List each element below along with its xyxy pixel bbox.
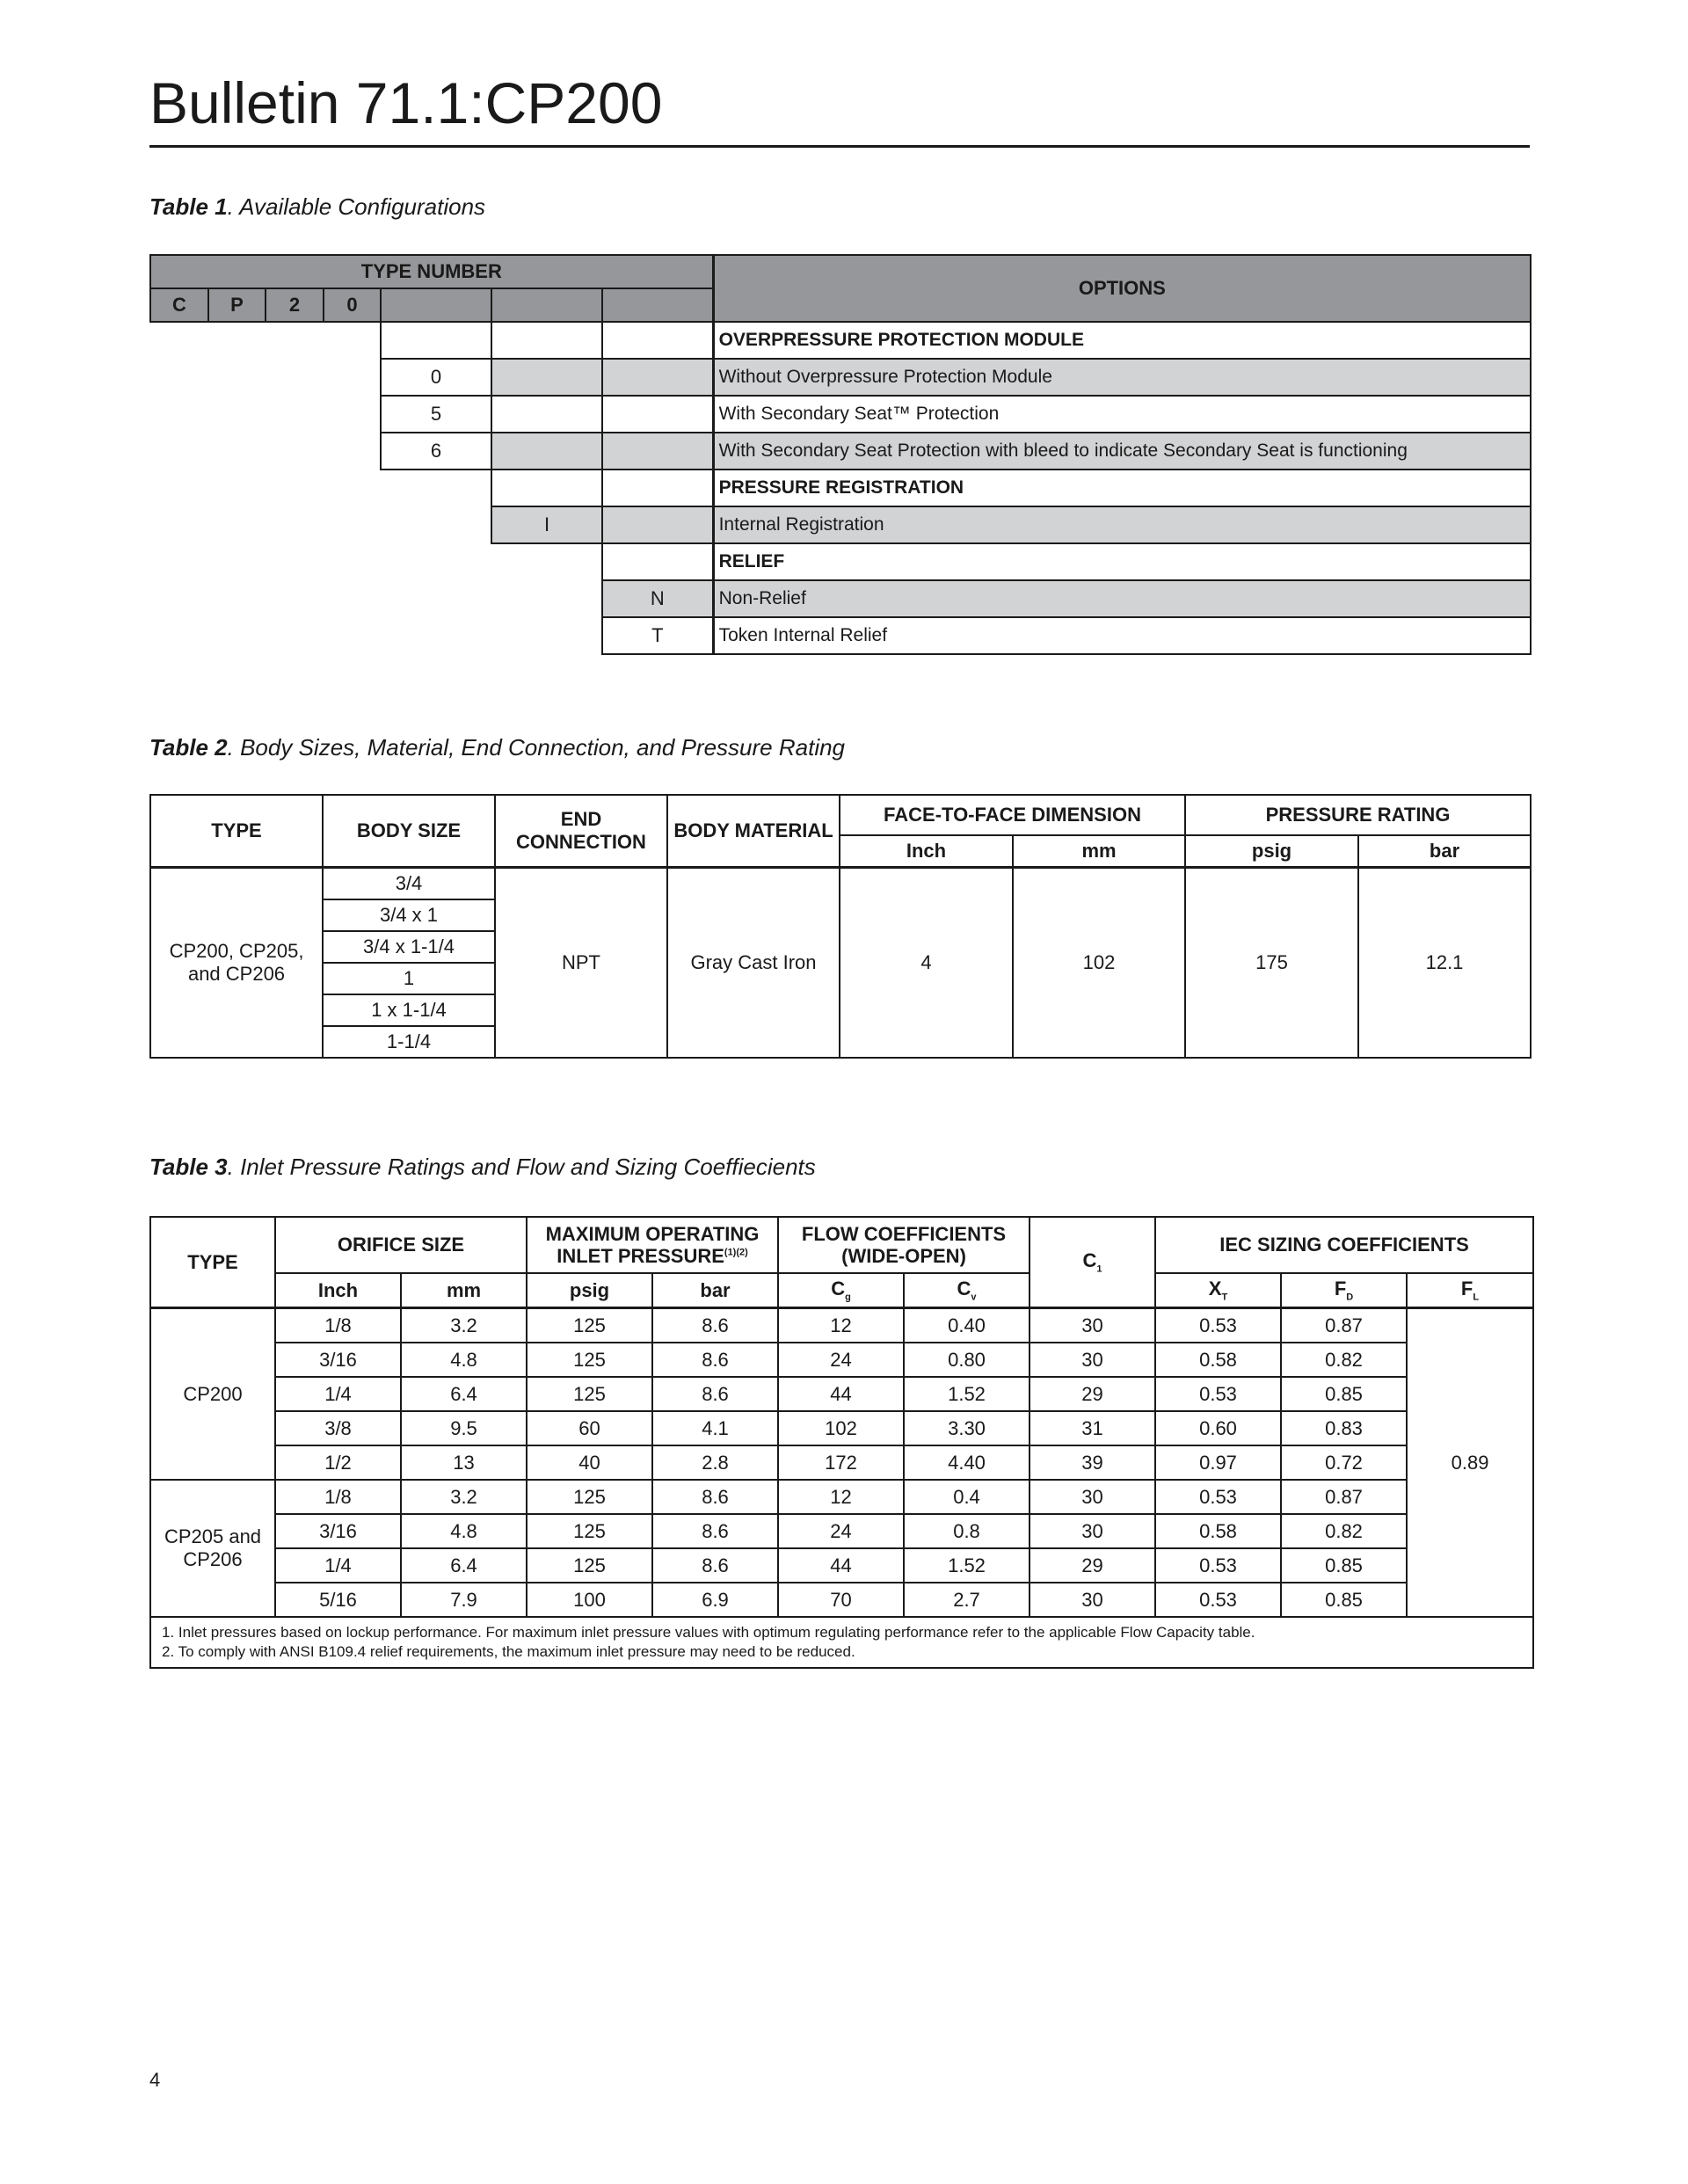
fd-cell: 0.87: [1281, 1480, 1407, 1514]
mm-cell: 4.8: [401, 1514, 527, 1548]
bar-cell: 8.6: [652, 1377, 778, 1411]
prefix-blank-3: [602, 288, 713, 322]
cg-cell: 172: [778, 1445, 904, 1480]
table-row: [150, 1514, 1533, 1548]
table3-subheader-row: [150, 1273, 1533, 1308]
end-connection-header: END CONNECTION: [495, 795, 667, 867]
psig-header: psig: [1185, 835, 1358, 867]
note-2: 2. To comply with ANSI B109.4 relief requirements, the maximum inlet pressure may need to be reduced.: [162, 1643, 855, 1661]
cv-cell: 0.8: [904, 1514, 1030, 1548]
option-code: I: [491, 506, 602, 543]
xt-header: $X_T$: [1155, 1273, 1281, 1308]
mm-cell: 6.4: [401, 1377, 527, 1411]
relief-section-row: [150, 543, 1531, 580]
option-row: [150, 506, 1531, 543]
fd-cell: 0.82: [1281, 1343, 1407, 1377]
fd-cell: 0.72: [1281, 1445, 1407, 1480]
table2-caption-label: Table 2: [149, 734, 228, 761]
option-row: [150, 580, 1531, 617]
c1-cell: 30: [1030, 1480, 1155, 1514]
table3-header-row: [150, 1217, 1533, 1273]
cv-header: $C_v$: [904, 1273, 1030, 1308]
inch-header: Inch: [275, 1273, 401, 1308]
xt-cell: 0.58: [1155, 1514, 1281, 1548]
overpressure-section-label: OVERPRESSURE PROTECTION MODULE: [713, 322, 1531, 359]
option-description: Internal Registration: [713, 506, 1531, 543]
body-size-cell: 3/4 x 1-1/4: [323, 931, 495, 963]
type-number-header: TYPE NUMBER: [150, 255, 713, 288]
table2-header-row: [150, 795, 1531, 835]
options-header: OPTIONS: [713, 255, 1531, 322]
c1-header: $C_1$: [1030, 1217, 1155, 1308]
c1-cell: 30: [1030, 1343, 1155, 1377]
psig-cell: 125: [527, 1308, 652, 1343]
xt-cell: 0.58: [1155, 1343, 1281, 1377]
end-connection-cell: NPT: [495, 867, 667, 1058]
body-material-header: BODY MATERIAL: [667, 795, 840, 867]
fd-cell: 0.82: [1281, 1514, 1407, 1548]
type-cell: CP205 and CP206: [150, 1480, 275, 1617]
option-row: [150, 433, 1531, 470]
mm-cell: 3.2: [401, 1308, 527, 1343]
c1-cell: 31: [1030, 1411, 1155, 1445]
cg-cell: 70: [778, 1583, 904, 1617]
inch-cell: 3/16: [275, 1514, 401, 1548]
c1-cell: 29: [1030, 1377, 1155, 1411]
body-size-cell: 3/4 x 1: [323, 899, 495, 931]
body-size-header: BODY SIZE: [323, 795, 495, 867]
face-inch-cell: 4: [840, 867, 1013, 1058]
cv-cell: 1.52: [904, 1548, 1030, 1583]
prefix-2: 2: [266, 288, 324, 322]
xt-cell: 0.97: [1155, 1445, 1281, 1480]
mm-cell: 9.5: [401, 1411, 527, 1445]
cv-cell: 4.40: [904, 1445, 1030, 1480]
bar-header: bar: [652, 1273, 778, 1308]
type-cell: CP200: [150, 1308, 275, 1481]
iec-sizing-header: IEC SIZING COEFFICIENTS: [1155, 1217, 1533, 1273]
psig-header: psig: [527, 1273, 652, 1308]
body-size-cell: 1: [323, 963, 495, 994]
psig-cell: 125: [527, 1548, 652, 1583]
xt-cell: 0.53: [1155, 1377, 1281, 1411]
bar-cell: 8.6: [652, 1548, 778, 1583]
table1-caption-label: Table 1: [149, 193, 228, 220]
flow-coefficients-header: FLOW COEFFICIENTS (WIDE-OPEN): [778, 1217, 1030, 1273]
prefix-0: 0: [324, 288, 381, 322]
c1-cell: 30: [1030, 1583, 1155, 1617]
body-sizes-table: [149, 794, 1532, 1059]
xt-cell: 0.53: [1155, 1548, 1281, 1583]
psig-cell: 125: [527, 1514, 652, 1548]
type-header: TYPE: [150, 795, 323, 867]
fd-cell: 0.85: [1281, 1548, 1407, 1583]
option-code: T: [602, 617, 713, 654]
c1-cell: 29: [1030, 1548, 1155, 1583]
cv-cell: 0.80: [904, 1343, 1030, 1377]
mm-cell: 7.9: [401, 1583, 527, 1617]
configurations-table: [149, 254, 1532, 655]
notes-row: [150, 1617, 1533, 1668]
max-operating-header: MAXIMUM OPERATING INLET $PRESSURE^{(1)(2)}$: [527, 1217, 778, 1273]
option-row: [150, 396, 1531, 433]
fd-cell: 0.87: [1281, 1308, 1407, 1343]
table1-header-row: [150, 255, 1531, 288]
c1-cell: 30: [1030, 1514, 1155, 1548]
option-code: 0: [381, 359, 491, 396]
bar-cell: 8.6: [652, 1514, 778, 1548]
psig-cell: 40: [527, 1445, 652, 1480]
cg-cell: 12: [778, 1308, 904, 1343]
pressure-bar-cell: 12.1: [1358, 867, 1531, 1058]
xt-cell: 0.53: [1155, 1583, 1281, 1617]
table2-caption: [149, 734, 845, 761]
relief-section-label: RELIEF: [713, 543, 1531, 580]
inch-cell: 1/2: [275, 1445, 401, 1480]
face-to-face-header: FACE-TO-FACE DIMENSION: [840, 795, 1185, 835]
inch-cell: 5/16: [275, 1583, 401, 1617]
prefix-p: P: [208, 288, 266, 322]
inch-cell: 1/4: [275, 1548, 401, 1583]
table3-caption-text: . Inlet Pressure Ratings and Flow and Sizing Coeffiecients: [227, 1154, 816, 1180]
mm-header: mm: [1013, 835, 1185, 867]
inch-cell: 1/8: [275, 1308, 401, 1343]
note-1: 1. Inlet pressures based on lockup performance. For maximum inlet pressure values with optimum regulating performance refer to the applicable Flow Capacity table.: [162, 1624, 1255, 1641]
cv-cell: 1.52: [904, 1377, 1030, 1411]
table-row: [150, 1411, 1533, 1445]
mm-header: mm: [401, 1273, 527, 1308]
c1-cell: 30: [1030, 1308, 1155, 1343]
table1-caption-text: . Available Configurations: [227, 193, 486, 220]
cv-cell: 0.40: [904, 1308, 1030, 1343]
bar-cell: 8.6: [652, 1308, 778, 1343]
orifice-size-header: ORIFICE SIZE: [275, 1217, 527, 1273]
option-row: [150, 359, 1531, 396]
psig-cell: 60: [527, 1411, 652, 1445]
xt-cell: 0.60: [1155, 1411, 1281, 1445]
xt-cell: 0.53: [1155, 1480, 1281, 1514]
psig-cell: 100: [527, 1583, 652, 1617]
prefix-c: C: [150, 288, 208, 322]
title-rule: [149, 145, 1530, 148]
inch-cell: 3/8: [275, 1411, 401, 1445]
table2-caption-text: . Body Sizes, Material, End Connection, and Pressure Rating: [227, 734, 846, 761]
inch-cell: 1/4: [275, 1377, 401, 1411]
table-notes: [150, 1617, 1533, 1668]
pressure-psig-cell: 175: [1185, 867, 1358, 1058]
cg-cell: 24: [778, 1514, 904, 1548]
cg-cell: 44: [778, 1548, 904, 1583]
fd-cell: 0.85: [1281, 1583, 1407, 1617]
mm-cell: 6.4: [401, 1548, 527, 1583]
table3-caption: [149, 1154, 816, 1181]
body-size-cell: 1 x 1-1/4: [323, 994, 495, 1026]
bar-cell: 2.8: [652, 1445, 778, 1480]
page-title: Bulletin 71.1:CP200: [149, 70, 663, 135]
table-row: [150, 1480, 1533, 1514]
inlet-pressure-table: [149, 1216, 1534, 1669]
table-row: [150, 1583, 1533, 1617]
table-row: [150, 867, 1531, 899]
registration-section-label: PRESSURE REGISTRATION: [713, 470, 1531, 506]
option-description: With Secondary Seat Protection with bleed to indicate Secondary Seat is functioning: [713, 433, 1531, 470]
body-size-cell: 3/4: [323, 867, 495, 899]
psig-cell: 125: [527, 1480, 652, 1514]
option-description: Without Overpressure Protection Module: [713, 359, 1531, 396]
type-cell: CP200, CP205, and CP206: [150, 867, 323, 1058]
c1-cell: 39: [1030, 1445, 1155, 1480]
mm-cell: 4.8: [401, 1343, 527, 1377]
cg-cell: 102: [778, 1411, 904, 1445]
bar-cell: 8.6: [652, 1480, 778, 1514]
option-row: [150, 617, 1531, 654]
fl-header: $F_L$: [1407, 1273, 1533, 1308]
body-material-cell: Gray Cast Iron: [667, 867, 840, 1058]
cg-cell: 44: [778, 1377, 904, 1411]
table-row: [150, 1343, 1533, 1377]
cv-cell: 2.7: [904, 1583, 1030, 1617]
bar-cell: 6.9: [652, 1583, 778, 1617]
body-size-cell: 1-1/4: [323, 1026, 495, 1058]
mm-cell: 13: [401, 1445, 527, 1480]
page-number: 4: [149, 2069, 161, 2091]
table-row: [150, 1548, 1533, 1583]
inch-cell: 3/16: [275, 1343, 401, 1377]
cv-cell: 0.4: [904, 1480, 1030, 1514]
inch-header: Inch: [840, 835, 1013, 867]
prefix-blank-2: [491, 288, 602, 322]
prefix-blank-1: [381, 288, 491, 322]
fd-cell: 0.83: [1281, 1411, 1407, 1445]
overpressure-section-row: [150, 322, 1531, 359]
mm-cell: 3.2: [401, 1480, 527, 1514]
cv-cell: 3.30: [904, 1411, 1030, 1445]
table-row: [150, 1308, 1533, 1343]
type-header: TYPE: [150, 1217, 275, 1308]
face-mm-cell: 102: [1013, 867, 1185, 1058]
pressure-rating-header: PRESSURE RATING: [1185, 795, 1531, 835]
bar-cell: 8.6: [652, 1343, 778, 1377]
xt-cell: 0.53: [1155, 1308, 1281, 1343]
table1-caption: [149, 193, 485, 221]
fl-cell: 0.89: [1407, 1308, 1533, 1618]
registration-section-row: [150, 470, 1531, 506]
table-row: [150, 1445, 1533, 1480]
cg-cell: 24: [778, 1343, 904, 1377]
option-description: With Secondary Seat™ Protection: [713, 396, 1531, 433]
psig-cell: 125: [527, 1343, 652, 1377]
bar-cell: 4.1: [652, 1411, 778, 1445]
table3-caption-label: Table 3: [149, 1154, 228, 1180]
inch-cell: 1/8: [275, 1480, 401, 1514]
bar-header: bar: [1358, 835, 1531, 867]
psig-cell: 125: [527, 1377, 652, 1411]
option-code: 5: [381, 396, 491, 433]
cg-cell: 12: [778, 1480, 904, 1514]
fd-header: $F_D$: [1281, 1273, 1407, 1308]
fd-cell: 0.85: [1281, 1377, 1407, 1411]
option-description: Token Internal Relief: [713, 617, 1531, 654]
cg-header: $C_g$: [778, 1273, 904, 1308]
table-row: [150, 1377, 1533, 1411]
option-description: Non-Relief: [713, 580, 1531, 617]
option-code: 6: [381, 433, 491, 470]
option-code: N: [602, 580, 713, 617]
